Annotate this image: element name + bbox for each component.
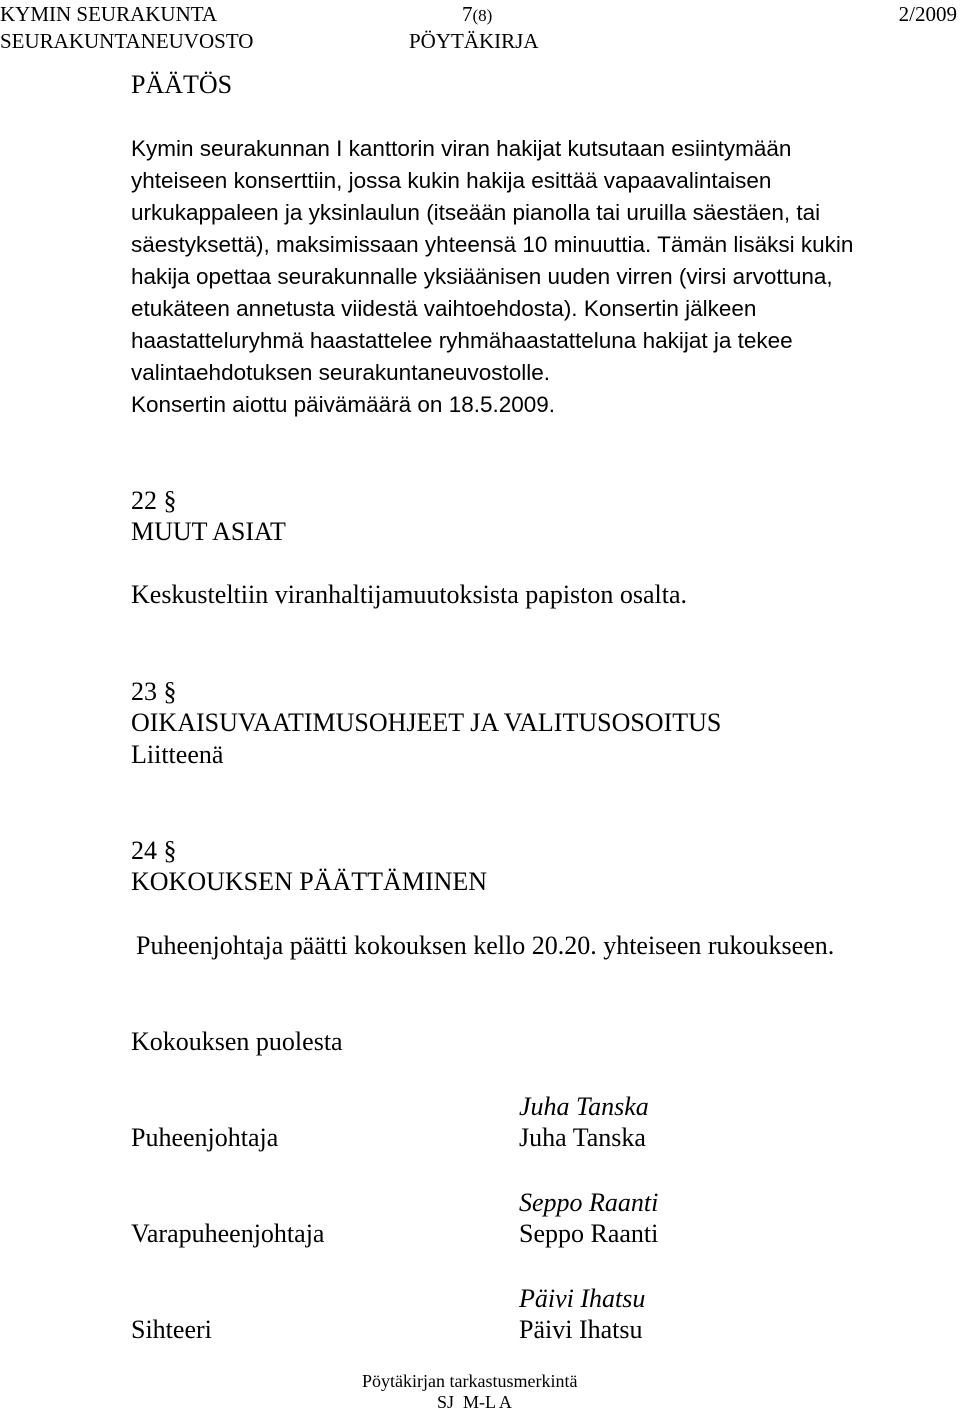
- decision-paragraph: [131, 133, 931, 421]
- role-vice-chair: Varapuheenjohtaja: [131, 1219, 325, 1248]
- page-number-total: (8): [472, 6, 493, 25]
- role-chair: Puheenjohtaja: [131, 1123, 279, 1152]
- header-org: KYMIN SEURAKUNTA: [0, 2, 218, 26]
- signature-secretary: Päivi Ihatsu: [519, 1284, 646, 1313]
- header-doctype: PÖYTÄKIRJA: [409, 29, 539, 53]
- signature-chair: Juha Tanska: [519, 1092, 649, 1121]
- name-chair: Juha Tanska: [519, 1123, 646, 1152]
- footer-initials: SJ M-L A: [437, 1392, 512, 1412]
- decision-line: säestyksettä), maksimissaan yhteensä 10 minuuttia. Tämän lisäksi kukin: [131, 232, 854, 257]
- section-body: Keskusteltiin viranhaltijamuutoksista papiston osalta.: [131, 580, 688, 609]
- header-body: SEURAKUNTANEUVOSTO: [0, 29, 254, 53]
- section-body: Puheenjohtaja päätti kokouksen kello 20.20. yhteiseen rukoukseen.: [136, 931, 835, 960]
- decision-line: Konsertin aiottu päivämäärä on 18.5.2009.: [131, 392, 556, 417]
- section-number: 24 §: [131, 836, 177, 865]
- decision-line: urkukappaleen ja yksinlaulun (itseään pianolla tai uruilla säestäen, tai: [131, 200, 821, 225]
- section-title: MUUT ASIAT: [131, 517, 286, 546]
- footer-label: Pöytäkirjan tarkastusmerkintä: [362, 1371, 578, 1391]
- page-number: [462, 2, 492, 28]
- decision-line: hakija opettaa seurakunnalle yksiäänisen uuden virren (virsi arvottuna,: [131, 264, 833, 289]
- decision-line: etukäteen annetusta viidestä vaihtoehdosta). Konsertin jälkeen: [131, 296, 757, 321]
- role-secretary: Sihteeri: [131, 1315, 212, 1344]
- section-number: 23 §: [131, 677, 177, 706]
- section-body: Liitteenä: [131, 740, 224, 769]
- section-title: OIKAISUVAATIMUSOHJEET JA VALITUSOSOITUS: [131, 708, 722, 737]
- name-vice-chair: Seppo Raanti: [519, 1219, 659, 1248]
- section-title: KOKOUKSEN PÄÄTTÄMINEN: [131, 867, 488, 896]
- page-number-current: 7: [462, 2, 473, 26]
- decision-line: Kymin seurakunnan I kanttorin viran hakijat kutsutaan esiintymään: [131, 136, 792, 161]
- header-issue: 2/2009: [898, 2, 957, 26]
- name-secretary: Päivi Ihatsu: [519, 1315, 643, 1344]
- signature-vice-chair: Seppo Raanti: [519, 1188, 659, 1217]
- signatures-intro: Kokouksen puolesta: [131, 1027, 343, 1056]
- decision-line: yhteiseen konserttiin, jossa kukin hakija esittää vapaavalintaisen: [131, 168, 772, 193]
- decision-line: haastatteluryhmä haastattelee ryhmähaastatteluna hakijat ja tekee: [131, 328, 793, 353]
- decision-line: valintaehdotuksen seurakuntaneuvostolle.: [131, 360, 551, 385]
- decision-heading: PÄÄTÖS: [131, 70, 233, 99]
- section-number: 22 §: [131, 486, 177, 515]
